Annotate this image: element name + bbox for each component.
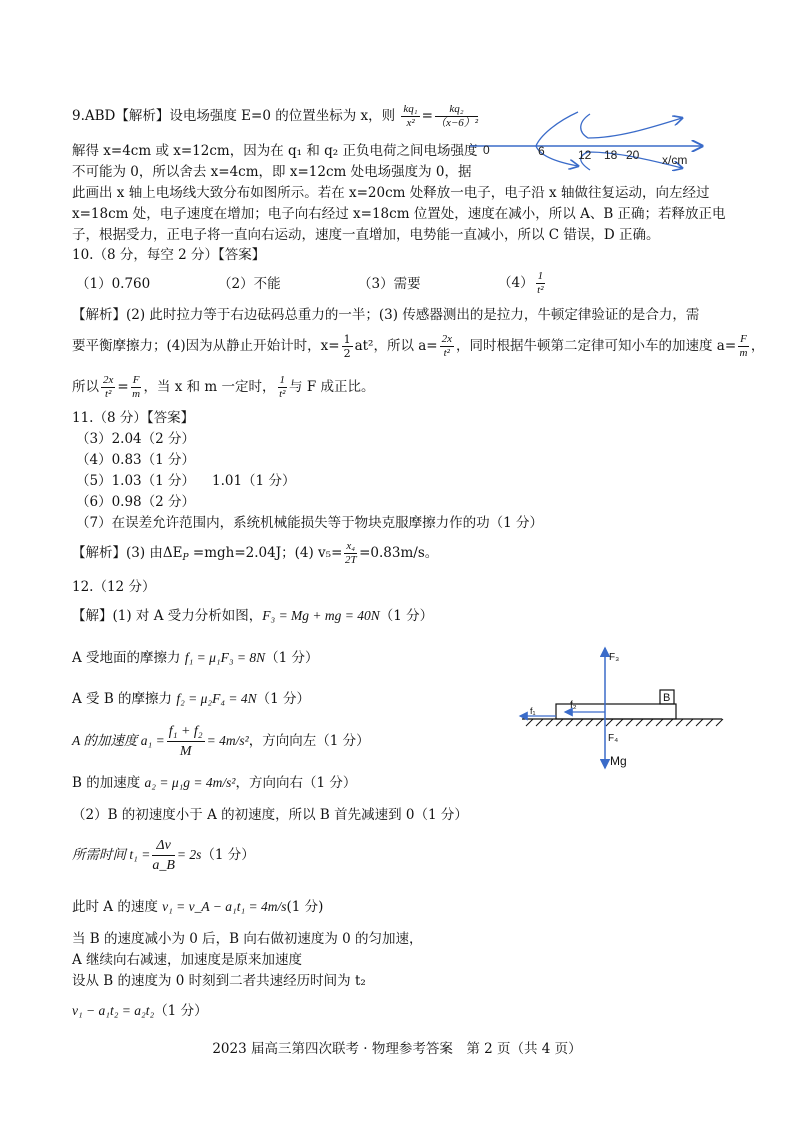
q9-line-6: 子，根据受力，正电子将一直向右运动，速度一直增加，电势能一直减小，所以 C 错误，D 正确。 — [72, 227, 660, 243]
q11-answer-3: （3）2.04（2 分） — [76, 431, 196, 447]
electric-field-diagram — [470, 108, 710, 172]
q12-line-6: （2）B 的初速度小于 A 的初速度，所以 B 首先减速到 0（1 分） — [72, 807, 468, 823]
q12-line-8: 此时 A 的速度 v₁ = v_A − a₁t₁ = 4m/s(1 分) — [72, 899, 324, 915]
q12-line-5: B 的加速度 a₂ = μ₁g = 4m/s²，方向向右（1 分） — [72, 775, 357, 791]
q11-title: 11.（8 分）【答案】 — [72, 410, 195, 426]
q11-answer-7: （7）在误差允许范围内，系统机械能损失等于物块克服摩擦力作的功（1 分） — [76, 515, 543, 531]
q10-answer-3: （3）需要 — [358, 276, 421, 292]
q9-line-5: x=18cm 处，电子速度在增加；电子向右经过 x=18cm 位置处，速度在减小，所以 A、B 正确；若释放正电 — [72, 206, 726, 222]
q11-answer-5b: 1.01（1 分） — [212, 473, 296, 489]
q12-line-7: 所需时间 t₁ = $\frac{\Delta v}{a\_B}$ = 2s（1 分） — [72, 838, 255, 873]
q10-answer-2: （2）不能 — [218, 276, 281, 292]
axis-label-0: 0 — [483, 143, 490, 157]
q9-fraction-1: $\frac{\text{kq₁}}{\text{x²}}$ — [403, 103, 418, 129]
q12-line-12: v₁ − a₁t₂ = a₂t₂（1 分） — [72, 1003, 208, 1019]
label-b: B — [663, 692, 671, 704]
q12-line-11: 设从 B 的速度为 0 时刻到二者共速经历时间为 t₂ — [72, 973, 366, 989]
q12-line-4: A 的加速度 a₁ = $\frac{\text{f₁ + f₂}}{M}$ = 4m/s²，方向向左（1 分） — [72, 724, 370, 759]
q10-explain-3: 所以 $\frac{2x}{\text{t²}}$ = $\frac{F}{m}$ ，当 x 和 m 一定时， $\frac{1}{\text{t²}}$ 与 F 成正比。 — [72, 374, 375, 400]
q12-line-9: 当 B 的速度减小为 0 后，B 向右做初速度为 0 的匀加速， — [72, 931, 423, 947]
q12-line-10: A 继续向右减速，加速度是原来加速度 — [72, 952, 303, 968]
label-mg: Mg — [610, 754, 627, 768]
q9-fraction-2: $\frac{\text{kq₂}}{\text{（x−6）²}}$ — [434, 103, 479, 129]
field-line-middle-up — [581, 114, 682, 138]
q11-explain: 【解析】(3) 由$\Delta E_P =mgh=2.04J$；(4) v₅= $\frac{\text{x₄}}{2T}$ =0.83m/s。 — [72, 540, 439, 566]
axis-label-18: 18 — [604, 148, 618, 162]
q10-answer-1: （1）0.760 — [76, 276, 151, 292]
axis-label-20: 20 — [626, 148, 640, 162]
label-f2: f₂ — [570, 700, 577, 711]
q9-line-3: 不可能为 0，所以舍去 x=4cm，即 x=12cm 处电场强度为 0，据 — [72, 164, 472, 180]
q11-answer-6: （6）0.98（2 分） — [76, 494, 196, 510]
q12-line-3: A 受 B 的摩擦力 f₂ = μ₂F₄ = 4N（1 分） — [72, 691, 311, 707]
axis-label-12: 12 — [578, 148, 592, 162]
q10-explain-1: 【解析】(2) 此时拉力等于右边砝码总重力的一半；(3) 传感器测出的是拉力，牛顿定律验证的是合力，需 — [72, 307, 700, 323]
q9-line-2: 解得 x=4cm 或 x=12cm，因为在 q₁ 和 q₂ 正负电荷之间电场强度 — [72, 143, 478, 159]
axis-label-6: 6 — [538, 144, 545, 158]
q10-explain-2: 要平衡摩擦力；(4)因为从静止开始计时，x= $\frac{1}{2}$ at²，所以 a= $\frac{2x}{\text{t²}}$ ，同时根据牛顿第二定律可知小车的加速度 a= $\frac{F}{m}$ ， — [72, 333, 765, 360]
label-f3: F₃ — [609, 652, 620, 663]
q12-line-1: 【解】(1) 对 A 受力分析如图，F₃ = Mg + mg = 40N（1 分） — [72, 608, 434, 624]
label-f4: F₄ — [608, 733, 619, 744]
q9-line-1: 9.ABD【解析】设电场强度 E=0 的位置坐标为 x，则 $\frac{\text{kq₁}}{\text{x²}}$ = $\frac{\text{kq₂}}{\text{（x−6）²}}$ — [72, 103, 479, 129]
q12-line-2: A 受地面的摩擦力 f₁ = μ₁F₃ = 8N（1 分） — [72, 650, 319, 666]
force-diagram — [510, 640, 730, 775]
axis-label-x: x/cm — [662, 153, 688, 167]
q11-answer-5a: （5）1.03（1 分） — [76, 473, 196, 489]
q10-answer-4: （4） $\frac{1}{\text{t²}}$ — [498, 270, 544, 296]
q10-title: 10.（8 分，每空 2 分）【答案】 — [72, 247, 266, 263]
q11-answer-4: （4）0.83（1 分） — [76, 452, 196, 468]
q12-title: 12.（12 分） — [72, 579, 156, 595]
page-footer: 2023 届高三第四次联考 · 物理参考答案 第 2 页（共 4 页） — [212, 1041, 582, 1057]
ground-hatching — [526, 719, 723, 726]
q9-line-4: 此画出 x 轴上电场线大致分布如图所示。若在 x=20cm 处释放一电子，电子沿 x 轴做往复运动，向左经过 — [72, 185, 710, 201]
label-f1: f₁ — [530, 706, 536, 716]
